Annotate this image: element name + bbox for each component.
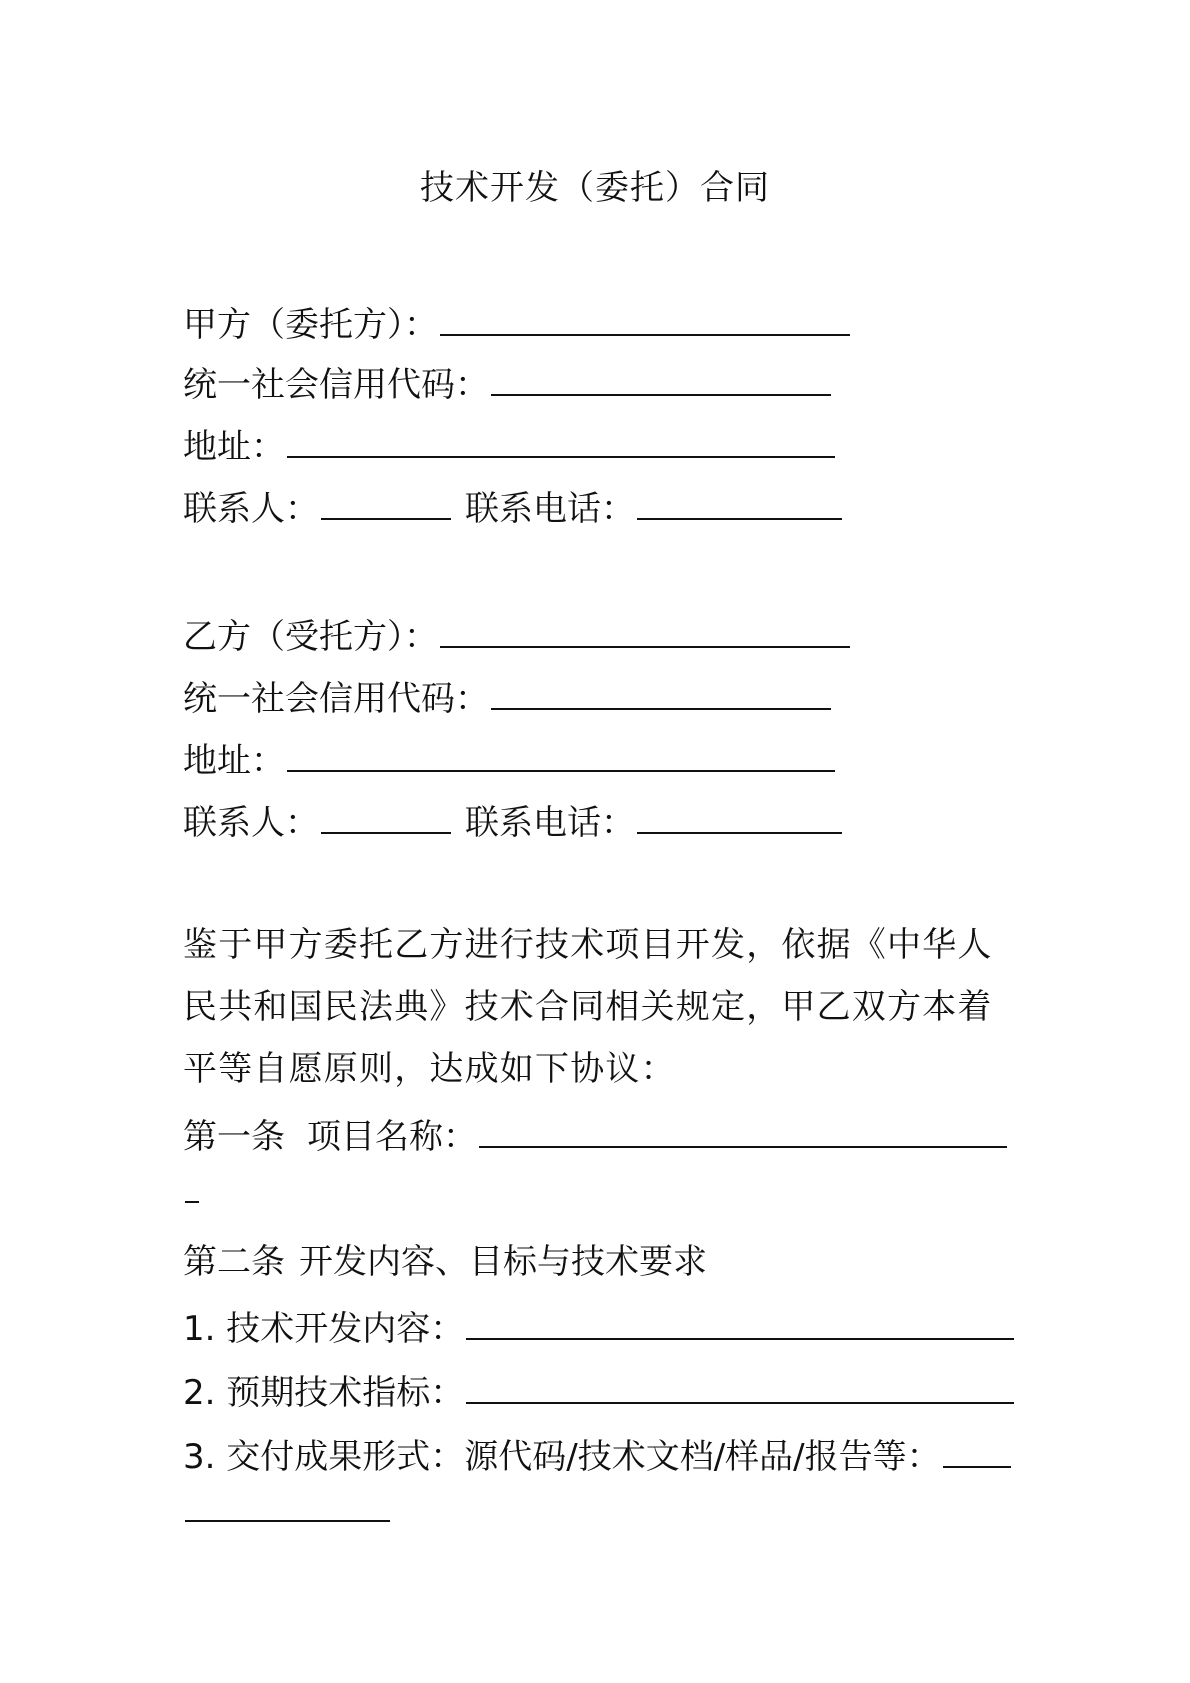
deliverable-overflow-row [183, 1484, 390, 1535]
article-2-heading: 第二条 [183, 1242, 285, 1282]
party-a-credit-code-label: 统一社会信用代码： [183, 365, 489, 405]
article-1-label: 项目名称： [307, 1117, 477, 1157]
party-a-name-blank[interactable] [440, 298, 850, 336]
party-a-credit-code-blank[interactable] [491, 358, 831, 396]
dev-content-blank[interactable] [466, 1302, 1014, 1340]
article-2-item-2-row [183, 1366, 1014, 1417]
article-2-row [183, 1238, 707, 1286]
preamble-paragraph: 鉴于甲方委托乙方进行技术项目开发，依据《中华人民共和国民法典》技术合同相关规定，甲乙双方本着平等自愿原则，达成如下协议： [183, 925, 993, 1089]
party-a-address-row [183, 420, 835, 471]
article-2-item-3-label: 3. 交付成果形式：源代码/技术文档/样品/报告等： [183, 1437, 941, 1477]
document-title: 技术开发（委托）合同 [420, 168, 770, 208]
party-a-contact-row [183, 482, 842, 533]
party-a-name-row [183, 298, 850, 349]
party-a-contact-label: 联系人： [183, 489, 319, 529]
article-2-item-2-label: 2. 预期技术指标： [183, 1373, 465, 1413]
party-b-credit-code-label: 统一社会信用代码： [183, 679, 489, 719]
party-a-phone-label: 联系电话： [465, 489, 635, 529]
party-a-credit-code-row [183, 358, 831, 409]
party-b-address-row [183, 734, 835, 785]
party-b-address-blank[interactable] [287, 734, 835, 772]
party-a-address-blank[interactable] [287, 420, 835, 458]
party-b-phone-blank[interactable] [637, 796, 842, 834]
deliverable-overflow-blank[interactable] [185, 1484, 390, 1522]
party-b-credit-code-row [183, 672, 831, 723]
project-name-blank[interactable] [479, 1110, 1007, 1148]
party-b-name-label: 乙方（受托方）： [183, 617, 438, 657]
party-b-name-blank[interactable] [440, 610, 850, 648]
article-2-item-3-row [183, 1430, 1011, 1481]
party-b-credit-code-blank[interactable] [491, 672, 831, 710]
party-b-address-label: 地址： [183, 741, 285, 781]
article-1-heading: 第一条 [183, 1117, 285, 1157]
article-2-item-1-row [183, 1302, 1014, 1353]
party-b-name-row [183, 610, 850, 661]
party-b-contact-label: 联系人： [183, 803, 319, 843]
article-2-item-1-label: 1. 技术开发内容： [183, 1309, 465, 1349]
party-a-address-label: 地址： [183, 427, 285, 467]
project-name-overflow-blank[interactable] [185, 1171, 199, 1203]
tech-indicator-blank[interactable] [466, 1366, 1014, 1404]
party-a-phone-blank[interactable] [637, 482, 842, 520]
party-b-phone-label: 联系电话： [465, 803, 635, 843]
article-2-title: 开发内容、目标与技术要求 [299, 1242, 707, 1282]
project-name-overflow-row [183, 1168, 199, 1216]
deliverable-form-blank[interactable] [943, 1430, 1011, 1468]
party-a-contact-blank[interactable] [321, 482, 451, 520]
party-b-contact-blank[interactable] [321, 796, 451, 834]
article-1-row [183, 1110, 1018, 1161]
party-b-contact-row [183, 796, 842, 847]
party-a-name-label: 甲方（委托方）： [183, 305, 438, 345]
